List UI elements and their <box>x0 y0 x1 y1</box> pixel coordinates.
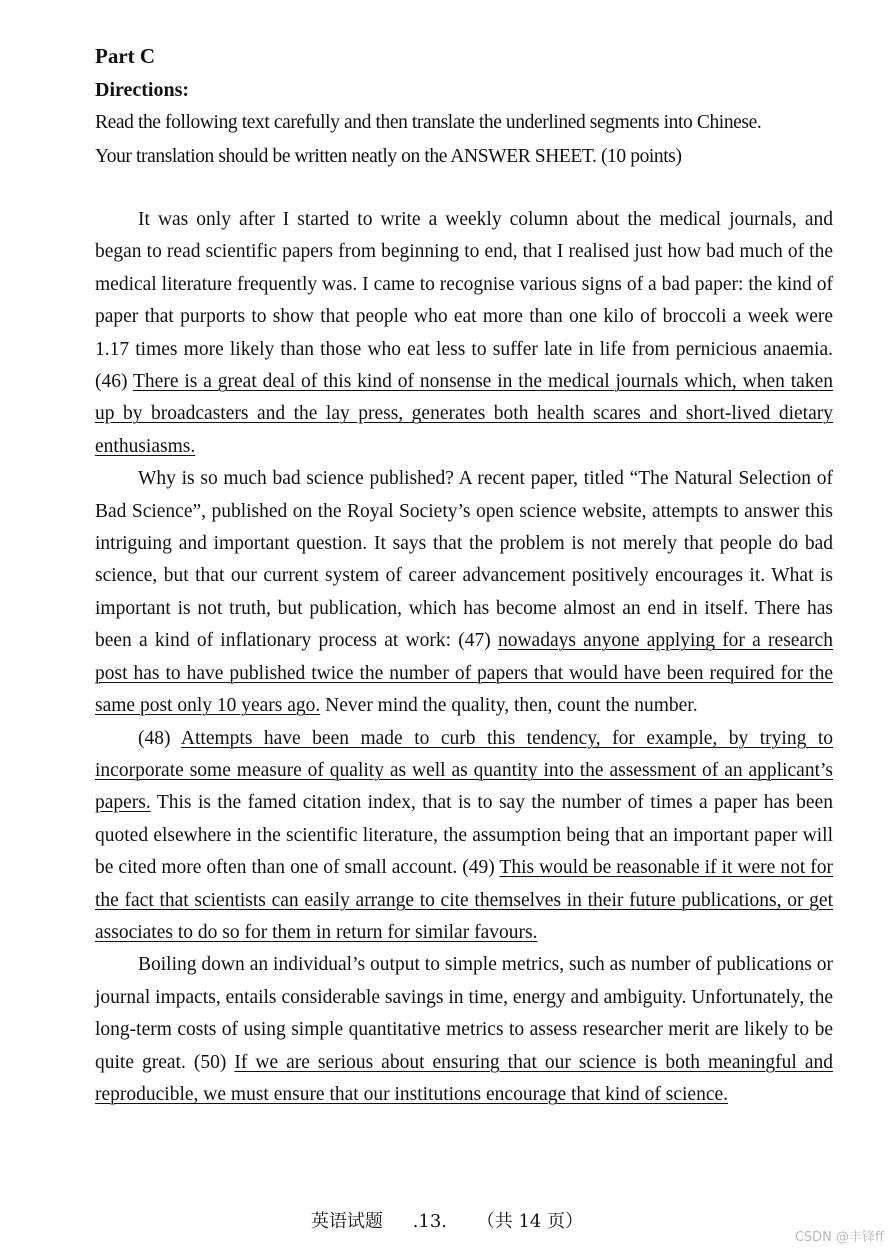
paragraph-2-text: Why is so much bad science published? A recent paper, titled “The Natural Selection of Bad Science”, published on the Royal Society’s open science website, attempts to answer this intriguing and important question. It says that the problem is not merely that people do bad science, but that our current system of career advancement positively encourages it. What is important is not truth, but publication, which has become almost an end in itself. There has been a kind of inflationary process at work: (47) <box>95 468 833 652</box>
paragraph-3-number: (48) <box>138 727 181 749</box>
directions-line-2: Your translation should be written neatly on the ANSWER SHEET. (10 points) <box>95 146 682 167</box>
footer-page-number: .13. <box>412 1211 447 1232</box>
underlined-segment-48: Attempts have been made to curb this tendency, for example, by trying to incorporate some measure of quality as well as quantity into the assessment of an applicant’s papers. <box>95 727 833 814</box>
watermark: CSDN @丰锋ff <box>794 1230 884 1245</box>
part-title: Part C <box>95 44 156 68</box>
footer-subject: 英语试题 <box>310 1211 383 1232</box>
underlined-segment-46: There is a great deal of this kind of nonsense in the medical journals which, when taken up by broadcasters and the lay press, generates both health scares and short-lived dietary enthusiasms. <box>95 371 833 457</box>
directions-label: Directions: <box>95 79 190 101</box>
directions-line-1: Read the following text carefully and then translate the underlined segments into Chinese. <box>95 112 762 133</box>
paragraph-3-text: This is the famed citation index, that is to say the number of times a paper has been quoted elsewhere in the scientific literature, the assumption being that an important paper will be cited more often than one of small account. (49) <box>95 792 833 879</box>
paragraph-4-text: Boiling down an individual’s output to simple metrics, such as number of publications or journal impacts, entails considerable savings in time, energy and ambiguity. Unfortunately, the long-term costs of using simple quantitative metrics to assess researcher merit are likely to be quite great. (50) <box>95 954 833 1073</box>
paragraph-1-text: It was only after I started to write a weekly column about the medical journals, and began to read scientific papers from beginning to end, that I realised just how bad much of the medical literature frequently was. I came to recognise various signs of a bad paper: the kind of paper that purports to show that people who eat more than one kilo of broccoli a week were 1.17 times more likely than those who eat less to suffer late in life from pernicious anaemia. (46) <box>95 209 833 393</box>
underlined-segment-47: nowadays anyone applying for a research post has to have published twice the number of papers that would have been required for the same post only 10 years ago. <box>95 630 833 717</box>
paragraph-2 <box>95 463 833 722</box>
footer-total-pages: （共 14 页） <box>476 1211 584 1232</box>
page-content <box>95 40 833 1111</box>
paragraph-1 <box>95 204 833 463</box>
paragraph-2-tail: Never mind the quality, then, count the number. <box>320 695 698 717</box>
underlined-segment-49: This would be reasonable if it were not for the fact that scientists can easily arrange to cite themselves in their future publications, or get associates to do so for them in return for similar favours. <box>95 857 833 943</box>
underlined-segment-50: If we are serious about ensuring that our science is both meaningful and reproducible, we must ensure that our institutions encourage that kind of science. <box>95 1051 833 1105</box>
paragraph-3 <box>95 723 833 950</box>
page-footer <box>0 1207 894 1233</box>
passage <box>95 204 833 1111</box>
paragraph-4 <box>95 949 833 1111</box>
